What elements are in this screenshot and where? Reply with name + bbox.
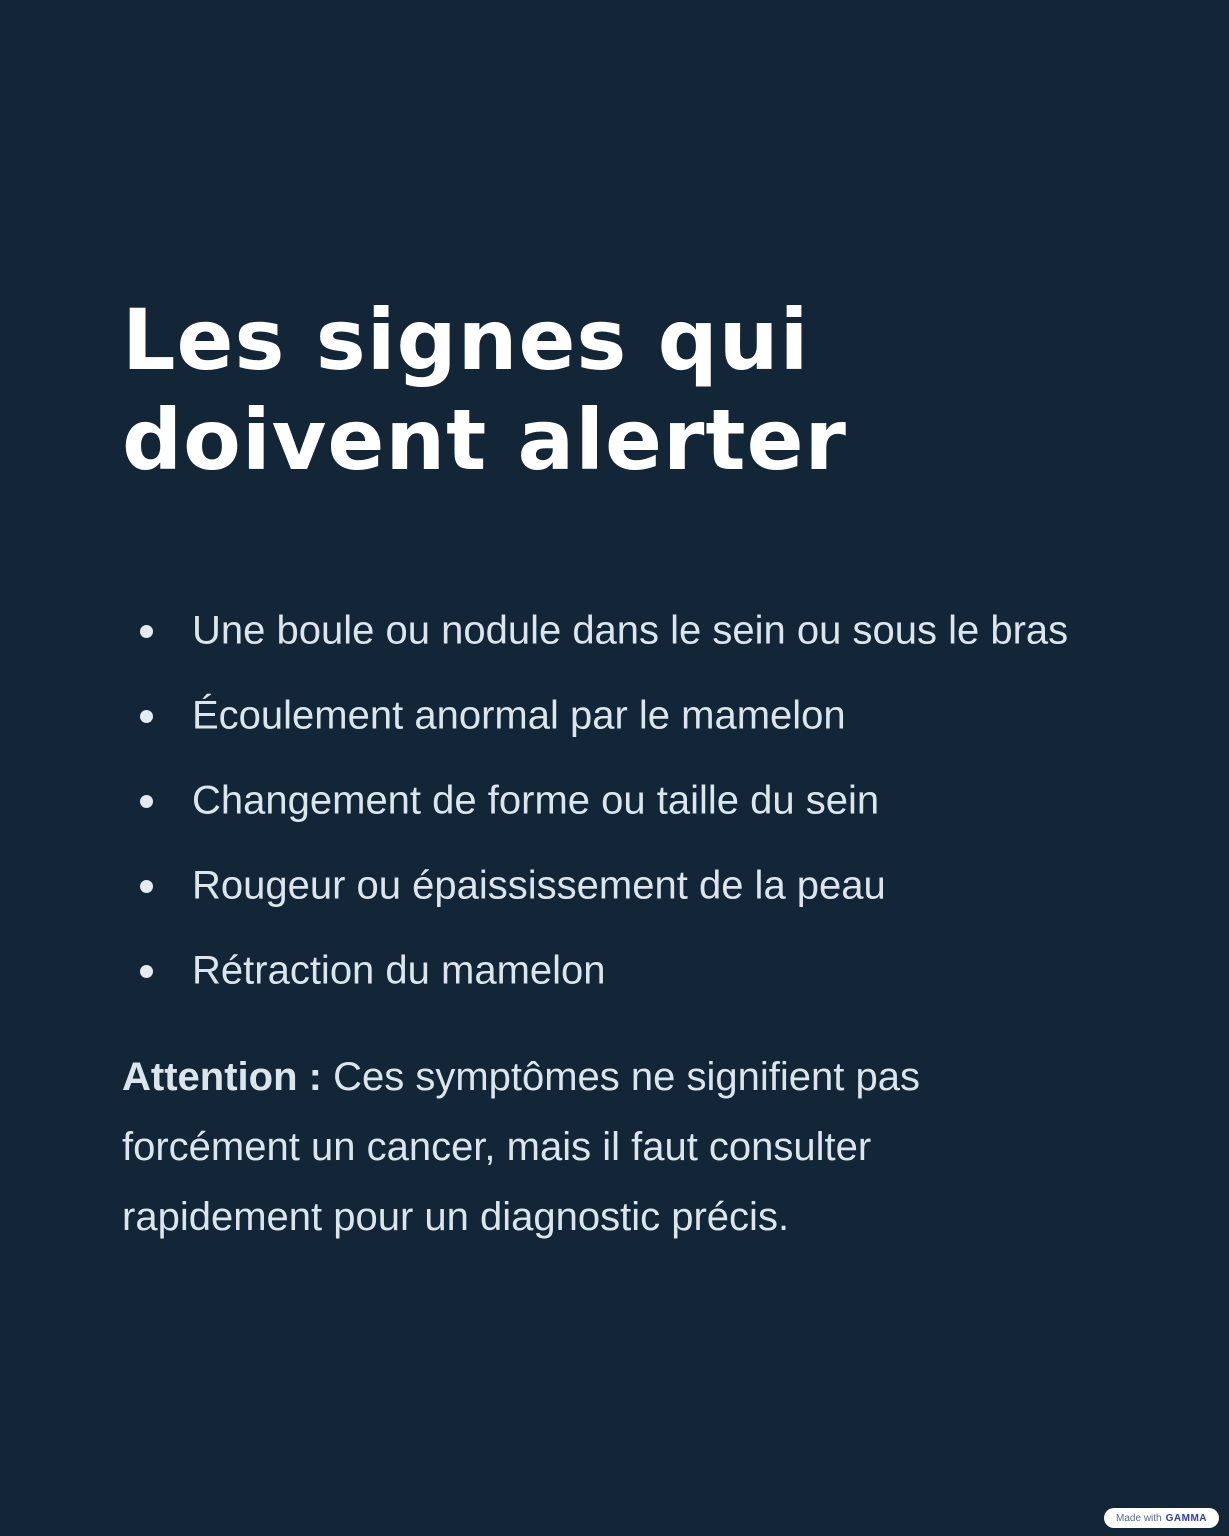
attention-text: Ces symptômes ne signifient pas forcément un cancer, mais il faut consulter rapidement pour un diagnostic précis. (122, 1055, 920, 1239)
slide-title (122, 290, 1022, 490)
list-item (122, 928, 1122, 1013)
list-item (122, 588, 1122, 673)
slide-title-line-2: doivent alerter (122, 391, 847, 489)
attention-label: Attention : (122, 1055, 322, 1099)
badge-prefix: Made with (1116, 1512, 1162, 1524)
list-item (122, 673, 1122, 758)
list-item-text: Rougeur ou épaississement de la peau (192, 863, 886, 907)
bullet-icon (140, 880, 153, 893)
slide-title-line-1: Les signes qui (122, 291, 810, 389)
list-item-text: Changement de forme ou taille du sein (192, 778, 880, 822)
gamma-logo: GAMMA (1165, 1512, 1207, 1524)
bullet-icon (140, 625, 153, 638)
list-item-text: Rétraction du mamelon (192, 948, 606, 992)
bullet-icon (140, 795, 153, 808)
made-with-gamma-badge[interactable] (1104, 1508, 1219, 1528)
warning-signs-list (122, 588, 1122, 1013)
list-item-text: Une boule ou nodule dans le sein ou sous le bras (192, 608, 1069, 652)
attention-note (122, 1042, 982, 1252)
list-item-text: Écoulement anormal par le mamelon (192, 693, 846, 737)
bullet-icon (140, 710, 153, 723)
bullet-icon (140, 965, 153, 978)
list-item (122, 843, 1122, 928)
list-item (122, 758, 1122, 843)
